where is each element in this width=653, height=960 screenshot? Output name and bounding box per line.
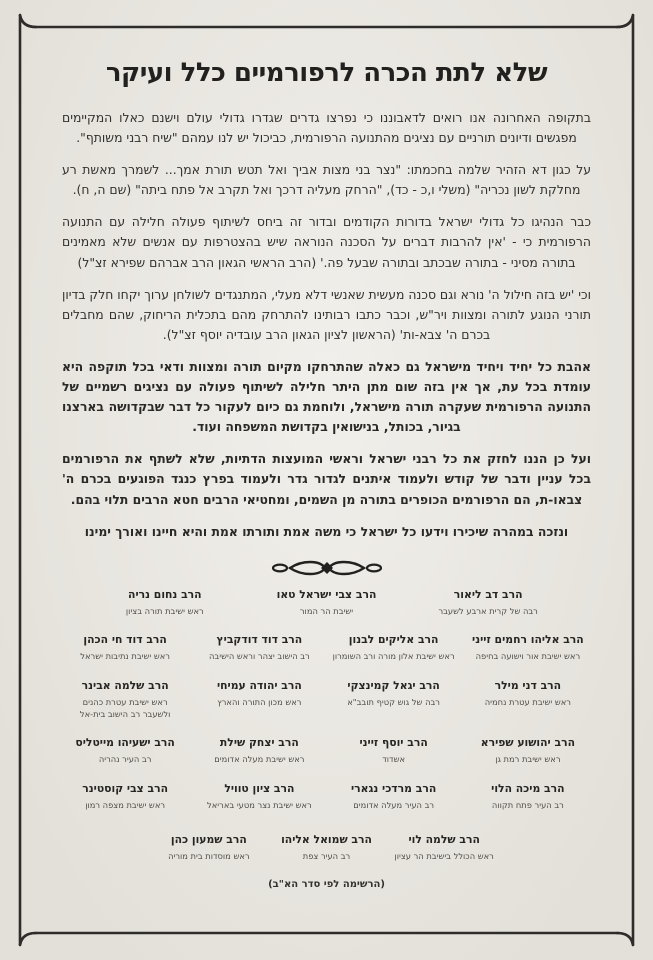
paragraph-1: בתקופה האחרונה אנו רואים לדאבוננו כי נפרצו גדרים שגדרו גדולי עולם וישנם כאלו המקיימים מפגשים ודיונים תורניים עם נציגים מהתנועה הרפורמית, כביכול יש לנו עמהם "שיח רבני משותף". [62, 110, 591, 146]
rabbi-name: הרב מרדכי נגארי [351, 781, 437, 795]
rabbi-title-line2: ולשעבר רב הישוב בית-אל [79, 709, 171, 719]
signature [327, 633, 461, 662]
alphabetical-order-note: (הרשימה לפי סדר הא"ב) [268, 878, 385, 890]
rabbi-name: הרב מיכה הלוי [491, 781, 565, 795]
body-paragraphs [58, 108, 595, 542]
signature [192, 633, 326, 662]
rabbi-title: ראש ישיבת עטרת נחמיה [484, 696, 571, 707]
signature [461, 782, 595, 811]
rabbi-title: רב העיר פתח תקווה [491, 799, 564, 810]
rabbi-name: הרב שלמה אבינר [81, 678, 169, 692]
rabbi-name: הרב שמואל אליהו [281, 833, 372, 847]
rabbi-name: הרב דני מילר [494, 678, 562, 692]
signature [150, 833, 268, 862]
rabbi-title: ראש מכון התורה והארץ [217, 696, 302, 707]
signature-row-2 [58, 633, 595, 662]
rabbi-name: הרב צבי ישראל טאו [276, 587, 377, 601]
signature [461, 679, 595, 721]
page-title: שלא לתת הכרה לרפורמיים כלל ועיקר [105, 58, 548, 88]
paragraph-5: אהבת כל יחיד ויחיד מישראל גם כאלה שהתרחקו מקיום תורה ומצוות ודאי בכל תוקפה היא עומדת בכל עת, אך אין בזה שום מתן היתר חלילה לשיתוף פעולה עם נציגים רשמיים של התנועה הרפורמית שעקרה תורה מישראל, ולוחמת גם כיום לעקור כל דבר שבקדושה בארצנו בגיור, בכותל, בנישואין בקדושת המשפחה ועוד. [62, 358, 591, 435]
rabbi-title: ראש ישיבת אור וישועה בחיפה [475, 651, 581, 662]
rabbi-name: הרב יהושוע שפירא [480, 736, 575, 750]
rabbi-name: הרב שלמה לוי [408, 833, 480, 847]
rabbi-name: הרב צבי קוסטינר [82, 781, 168, 795]
rabbi-title: ראש ישיבת מעלה אדומים [214, 754, 305, 765]
rabbi-name: הרב יהודה עמיחי [216, 678, 302, 692]
signature [58, 679, 192, 721]
signature-row-1 [58, 588, 595, 617]
rabbi-name: הרב נחום נריה [128, 587, 202, 601]
signature [407, 588, 569, 617]
signature-row-5 [58, 782, 595, 811]
rabbi-title: ראש ישיבת תורה בציון [125, 605, 204, 616]
signature-row-6 [58, 833, 595, 862]
rabbi-title: ראש ישיבת אלון מורה ורב השומרון [332, 651, 455, 662]
signature [58, 736, 192, 765]
rabbi-title: רבה של גוש קטיף תובב"א [347, 696, 440, 707]
paragraph-7: ונזכה במהרה שיכירו וידעו כל ישראל כי משה אמת ותורתו אמת והיא חיינו ואורך ימינו [84, 523, 569, 539]
signature [58, 633, 192, 662]
signature [84, 588, 246, 617]
signatures-section [58, 588, 595, 863]
signature [327, 782, 461, 811]
rabbi-title: רב העיר צפת [302, 851, 351, 862]
rabbi-name: הרב יצחק שילת [219, 736, 299, 750]
signature [58, 782, 192, 811]
rabbi-name: הרב דוד חי הכהן [83, 633, 167, 647]
signature [461, 736, 595, 765]
rabbi-title: רב העיר מעלה אדומים [353, 799, 435, 810]
rabbi-name: הרב אליקים לבנון [348, 633, 439, 647]
rabbi-name: הרב דוד דודקביץ [216, 633, 303, 647]
signature [268, 833, 386, 862]
signature-row-3 [58, 679, 595, 721]
rabbi-title: רב העיר נהריה [98, 754, 152, 765]
signature [327, 736, 461, 765]
rabbi-name: הרב יוסף זייני [359, 736, 428, 750]
rabbi-name: הרב דב ליאור [453, 587, 523, 601]
rabbi-title: רב הישוב יצהר וראש הישיבה [209, 651, 310, 662]
signature [192, 736, 326, 765]
rabbi-name: הרב ציון טוויל [224, 781, 295, 795]
ornamental-divider-icon [268, 558, 386, 578]
rabbi-name: הרב יגאל קמינצקי [347, 678, 440, 692]
signature [327, 679, 461, 721]
paragraph-6: ועל כן הננו לחזק את כל רבני ישראל וראשי המועצות הדתיות, שלא לשתף את הרפורמים בכל עניין ודבר של קודש ולעמוד איתנים לגדור גדר ולעמוד בפרץ כנגד הפוגעים בכרם ה' צבאו-ת, הם הרפורמים הכופרים בתורה מן השמים, ומחטיאי הרבים חטא הרבים תלוי בהם. [62, 451, 591, 507]
rabbi-title: ראש מוסדות בית מוריה [168, 851, 250, 862]
rabbi-name: הרב ישעיהו מייטליס [75, 736, 175, 750]
signature [246, 588, 408, 617]
rabbi-name: הרב שמעון כהן [170, 833, 247, 847]
document-content [58, 44, 595, 890]
rabbi-title: ראש ישיבת נצר מטעי באריאל [207, 799, 312, 810]
signature [192, 782, 326, 811]
rabbi-title: אשדוד [382, 754, 405, 765]
rabbi-title: רבה של קרית ארבע לשעבר [438, 605, 538, 616]
rabbi-title: ישיבת הר המור [299, 605, 354, 616]
rabbi-name: הרב אליהו רחמים זייני [472, 633, 584, 647]
rabbi-title: ראש ישיבת רמת גן [495, 754, 561, 765]
rabbi-title: ראש ישיבת מצפה רמון [85, 799, 166, 810]
paragraph-4: וכי 'יש בזה חילול ה' נורא וגם סכנה מעשית שאנשי דלא מעלי, המתנגדים לשולחן ערוך יקחו חלק בדיון תורני הנוגע לתורה ומצוות ויר"ש, וכבר כתבו רבותינו להתרחק מהם בתכלית הריחוק, שהם מחבלים בכרם ה' צבא-ות' (הראשון לציון הגאון הרב עובדיה יוסף זצ"ל). [62, 286, 591, 342]
paragraph-3: כבר הנהיגו כל גדולי ישראל בדורות הקודמים ובדור זה ביחס לשיתוף פעולה חלילה עם התנועה הרפורמית כי - 'אין להרבות דברים על הסכנה הנוראה שיש בהצטרפות עם אנשים שלא מאמינים בתורה מסיני - בתורה שבכתב ובתורה שבעל פה.' (הרב הראשי הגאון הרב אברהם שפירא זצ"ל) [62, 214, 591, 270]
paragraph-2: על כגון דא הזהיר שלמה בחכמתו: "נצר בני מצות אביך ואל תטש תורת אמך... לשמרך מאשת רע מחלקת לשון נכריה" (משלי ו,כ - כד), "הרחק מעליה דרכך ואל תקרב אל פתח ביתה" (שם ה, ח). [62, 162, 591, 198]
signature [192, 679, 326, 721]
signature [385, 833, 503, 862]
rabbi-title: ראש ישיבת עטרת כהנים [82, 696, 168, 707]
signature [461, 633, 595, 662]
signature-row-4 [58, 736, 595, 765]
rabbi-title: ראש ישיבת נתיבות ישראל [80, 651, 170, 662]
rabbi-title: ראש הכולל בישיבת הר עציון [394, 851, 494, 862]
